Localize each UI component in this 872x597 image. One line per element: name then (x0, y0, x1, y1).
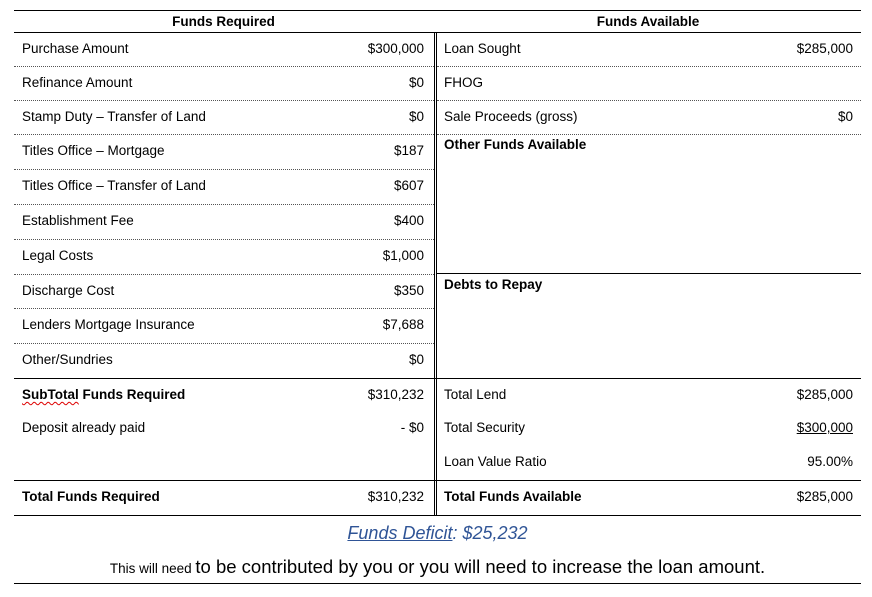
row-divider (437, 134, 861, 135)
left-row-label: Titles Office – Transfer of Land (22, 178, 206, 193)
funds-deficit-label: Funds Deficit (347, 523, 453, 543)
header-funds-available: Funds Available (596, 14, 700, 29)
left-row-value: $607 (393, 178, 424, 193)
top-border (14, 10, 861, 11)
left-row-value: $1,000 (382, 248, 424, 263)
note-big: to be contributed by you or you will need to increase the loan amount. (195, 556, 766, 577)
row-divider (14, 204, 434, 205)
debts-heading: Debts to Repay (444, 277, 543, 292)
left-row-value: $350 (393, 283, 424, 298)
lvr-label: Loan Value Ratio (444, 454, 547, 469)
subtotal-label-word: SubTotal (22, 387, 79, 402)
row-divider (14, 308, 434, 309)
total-security-value (700, 420, 853, 435)
left-row-label: Titles Office – Mortgage (22, 143, 165, 158)
row-divider (14, 239, 434, 240)
left-row-label: Establishment Fee (22, 213, 134, 228)
row-divider (14, 274, 434, 275)
header-divider (14, 32, 861, 33)
left-row-value: $187 (393, 143, 424, 158)
total-available-label: Total Funds Available (444, 489, 582, 504)
funds-deficit-value: $25,232 (457, 523, 528, 543)
note-small: This will need (109, 561, 196, 576)
subtotal-value: $310,232 (367, 387, 424, 402)
loan-sought-label: Loan Sought (444, 41, 521, 56)
left-row-value: $0 (408, 352, 424, 367)
subtotal-label-rest: Funds Required (78, 387, 186, 402)
total-lend-value: $285,000 (796, 387, 853, 402)
total-available-value: $285,000 (796, 489, 853, 504)
row-divider (437, 66, 861, 67)
left-row-value: $400 (393, 213, 424, 228)
row-divider (14, 343, 434, 344)
row-divider (14, 134, 434, 135)
section-divider (437, 273, 861, 274)
left-row-label: Refinance Amount (22, 75, 133, 90)
left-row-value: $0 (408, 75, 424, 90)
sale-proceeds-label: Sale Proceeds (gross) (444, 109, 578, 124)
total-required-label: Total Funds Required (22, 489, 160, 504)
funds-deficit-colon: : (452, 523, 458, 543)
deposit-value: - $0 (400, 420, 424, 435)
total-security-label: Total Security (444, 420, 526, 435)
left-row-label: Discharge Cost (22, 283, 115, 298)
deposit-label: Deposit already paid (22, 420, 146, 435)
row-divider (437, 100, 861, 101)
left-row-value: $300,000 (367, 41, 424, 56)
total-lend-label: Total Lend (444, 387, 507, 402)
left-row-value: $7,688 (382, 317, 424, 332)
header-funds-required: Funds Required (172, 14, 275, 29)
left-row-label: Stamp Duty – Transfer of Land (22, 109, 206, 124)
bottom-border (14, 583, 861, 584)
row-divider (14, 66, 434, 67)
left-row-value: $0 (408, 109, 424, 124)
subtotal-label (22, 387, 185, 402)
loan-sought-value: $285,000 (796, 41, 853, 56)
other-funds-heading: Other Funds Available (444, 137, 587, 152)
sale-proceeds-value: $0 (837, 109, 853, 124)
total-security-amount: $300,000 (796, 420, 853, 435)
totals-bottom-divider (14, 515, 861, 516)
funds-deficit (14, 523, 861, 544)
lvr-value: 95.00% (807, 454, 853, 469)
totals-top-divider (14, 480, 861, 481)
left-row-label: Other/Sundries (22, 352, 113, 367)
row-divider (14, 100, 434, 101)
row-divider (14, 169, 434, 170)
column-divider (434, 32, 435, 515)
left-row-label: Legal Costs (22, 248, 94, 263)
fhog-label: FHOG (444, 75, 483, 90)
contribution-note (14, 556, 861, 578)
total-required-value: $310,232 (367, 489, 424, 504)
left-row-label: Purchase Amount (22, 41, 129, 56)
left-row-label: Lenders Mortgage Insurance (22, 317, 195, 332)
subtotal-divider (14, 378, 861, 379)
